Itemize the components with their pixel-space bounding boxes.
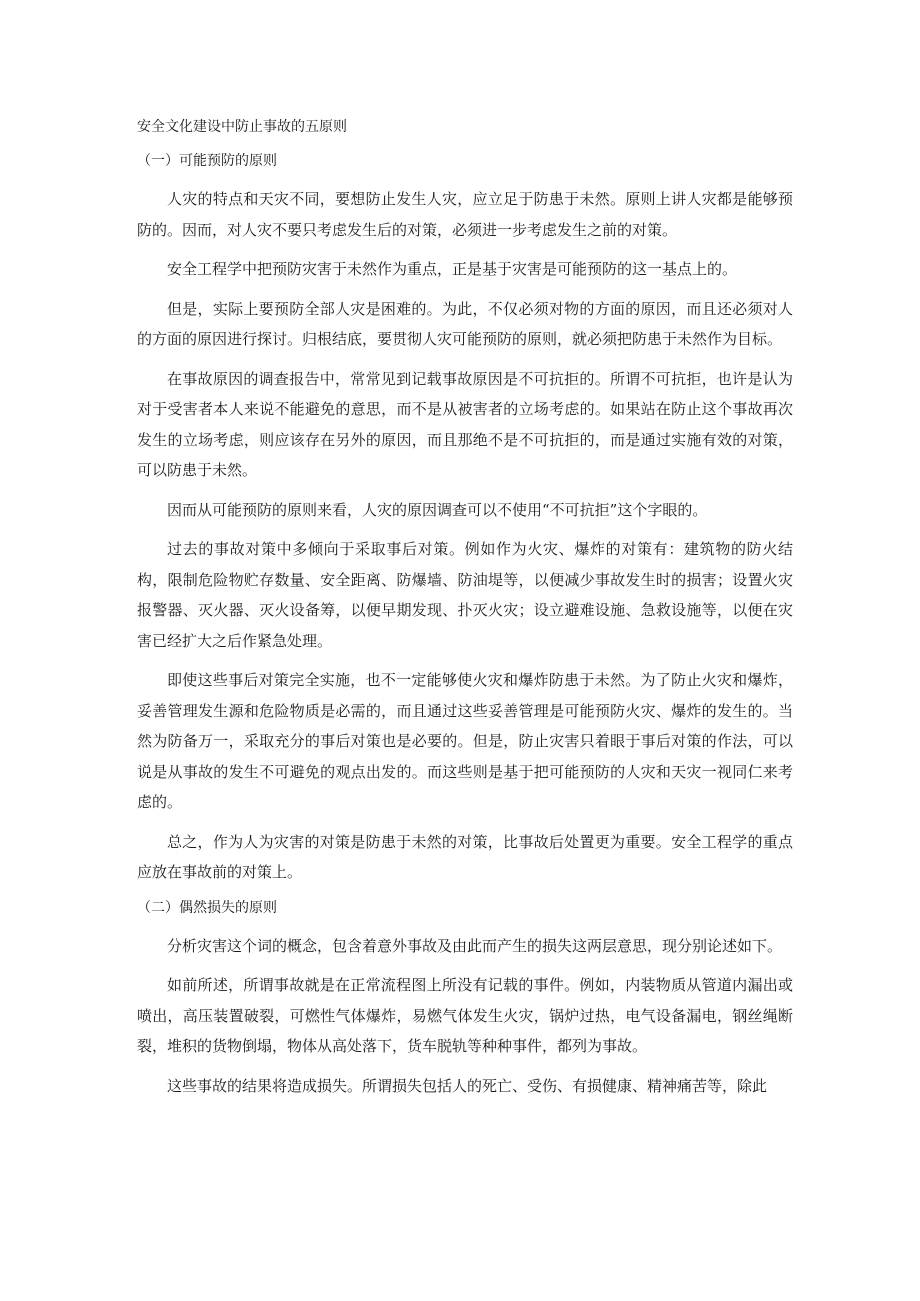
document-title: 安全文化建设中防止事故的五原则 (137, 119, 347, 135)
paragraph: 这些事故的结果将造成损失。所谓损失包括人的死亡、受伤、有损健康、精神痛苦等，除此 (167, 1076, 768, 1095)
paragraph: 安全工程学中把预防灾害于未然作为重点，正是基于灾害是可能预防的这一基点上的。 (167, 260, 738, 278)
paragraph: 人灾的特点和天灾不同，要想防止发生人灾，应立足于防患于未然。原则上讲人灾都是能够预防的。因而，对人灾不要只考虑发生后的对策，必须进一步考虑发生之前的对策。 (137, 190, 793, 239)
document-page (137, 116, 793, 1110)
paragraph: 过去的事故对策中多倾向于采取事后对策。例如作为火灾、爆炸的对策有：建筑物的防火结构，限制危险物贮存数量、安全距离、防爆墙、防油堤等，以便减少事故发生时的损害；设置火灾报警器、灭火器、灭火设备筹，以便早期发现、扑灭火灾；设立避难设施、急救设施等，以便在灾害已经扩大之后作紧急处理。 (137, 540, 793, 650)
paragraph: 因而从可能预防的原则来看，人灾的原因调查可以不使用“不可抗拒”这个字眼的。 (167, 500, 708, 519)
paragraph: 即使这些事后对策完全实施，也不一定能够使火灾和爆炸防患于未然。为了防止火灾和爆炸，妥善管理发生源和危险物质是必需的，而且通过这些妥善管理是可能预防火灾、爆炸的发生的。当然为防备万一，采取充分的事后对策也是必要的。但是，防止灾害只着眼于事后对策的作法，可以说是从事故的发生不可避免的观点出发的。而这些则是基于把可能预防的人灾和天灾一视同仁来考虑的。 (137, 671, 793, 811)
section-heading-1: （一）可能预防的原则 (137, 153, 277, 169)
paragraph: 总之，作为人为灾害的对策是防患于未然的对策，比事故后处置更为重要。安全工程学的重点应放在事故前的对策上。 (137, 832, 793, 881)
paragraph: 在事故原因的调查报告中，常常见到记载事故原因是不可抗拒的。所谓不可抗拒，也许是认为对于受害者本人来说不能避免的意思，而不是从被害者的立场考虑的。如果站在防止这个事故再次发生的立场考虑，则应该存在另外的原因，而且那绝不是不可抗拒的，而是通过实施有效的对策，可以防患于未然。 (137, 369, 793, 479)
section-heading-2: （二）偶然损失的原则 (137, 899, 277, 916)
paragraph: 但是，实际上要预防全部人灾是困难的。为此，不仅必须对物的方面的原因，而且还必须对人的方面的原因进行探讨。归根结底，要贯彻人灾可能预防的原则，就必须把防患于未然作为目标。 (137, 299, 793, 348)
paragraph: 分析灾害这个词的概念，包含着意外事故及由此而产生的损失这两层意思，现分别论述如下。 (167, 936, 783, 955)
paragraph: 如前所述，所谓事故就是在正常流程图上所没有记载的事件。例如，内装物质从管道内漏出或喷出，高压装置破裂，可燃性气体爆炸，易燃气体发生火灾，锅炉过热，电气设备漏电，钢丝绳断裂，堆积的货物倒塌，物体从高处落下，货车脱轨等种种事件，都列为事故。 (137, 976, 793, 1055)
